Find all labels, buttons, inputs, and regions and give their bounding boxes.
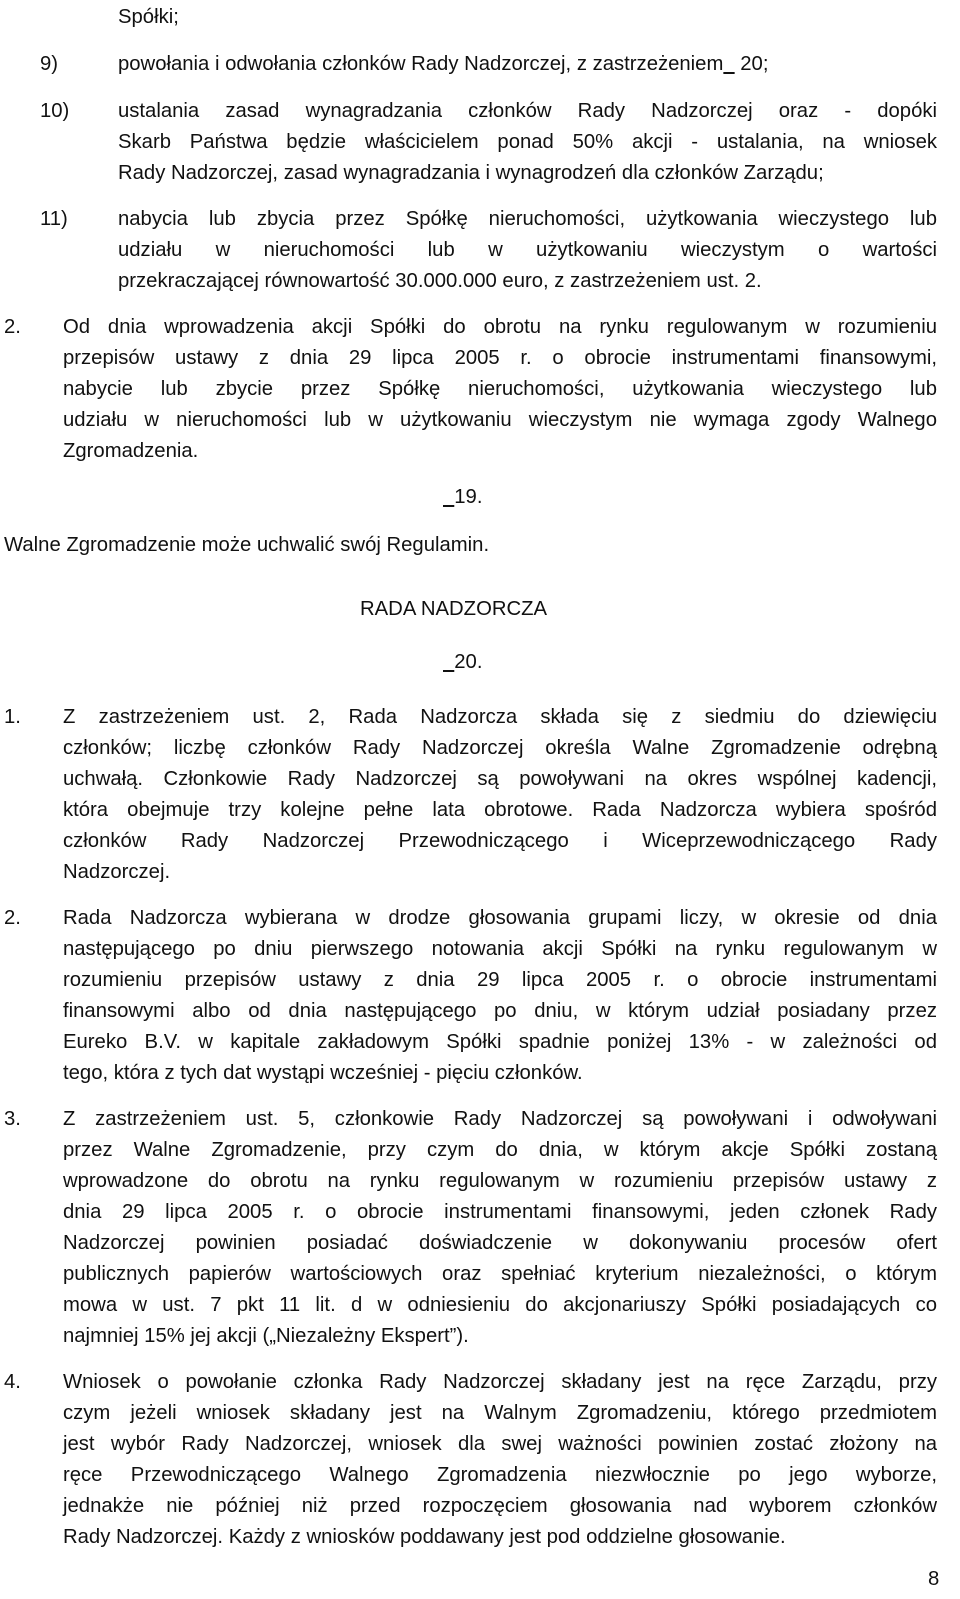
point-text-line: uchwałą. Członkowie Rady Nadzorczej są powoływani na okres wspólnej kadencji, xyxy=(63,768,937,790)
point-text-line: Z zastrzeżeniem ust. 5, członkowie Rady Nadzorczej są powoływani i odwoływani xyxy=(63,1108,937,1130)
point-text-line: Eureko B.V. w kapitale zakładowym Spółki spadnie poniżej 13% - w zależności od xyxy=(63,1031,937,1053)
item-text-line: powołania i odwołania członków Rady Nadzorczej, z zastrzeżeniem 20; xyxy=(118,53,769,75)
point-text-line: Z zastrzeżeniem ust. 2, Rada Nadzorcza składa się z siedmiu do dziewięciu xyxy=(63,706,937,728)
page-number: 8 xyxy=(928,1568,940,1590)
point-number: 4. xyxy=(4,1371,21,1393)
point-text-line: mowa w ust. 7 pkt 11 lit. d w odniesieniu do akcjonariuszy Spółki posiadających co xyxy=(63,1294,937,1316)
point-text-line: Rada Nadzorcza wybierana w drodze głosowania grupami liczy, w okresie od dnia xyxy=(63,907,937,929)
item-text-line: Skarb Państwa będzie właścicielem ponad 50% akcji - ustalania, na wniosek xyxy=(118,131,937,153)
point-number: 2. xyxy=(4,316,21,338)
item-text-line: udziału w nieruchomości lub w użytkowaniu wieczystym o wartości xyxy=(118,239,937,261)
item-text-line: Rady Nadzorczej, zasad wynagradzania i wynagrodzeń dla członków Zarządu; xyxy=(118,162,824,184)
point-text-line: rozumieniu przepisów ustawy z dnia 29 lipca 2005 r. o obrocie instrumentami xyxy=(63,969,937,991)
point-text-line: ręce Przewodniczącego Walnego Zgromadzenia niezwłocznie po jego wyborze, xyxy=(63,1464,937,1486)
point-text-line: Od dnia wprowadzenia akcji Spółki do obrotu na rynku regulowanym w rozumieniu xyxy=(63,316,937,338)
point-text-line: dnia 29 lipca 2005 r. o obrocie instrumentami finansowymi, jeden członek Rady xyxy=(63,1201,937,1223)
item-text-line: nabycia lub zbycia przez Spółkę nieruchomości, użytkowania wieczystego lub xyxy=(118,208,937,230)
point-text-line: Nadzorczej powinien posiadać doświadczenie w dokonywaniu procesów ofert xyxy=(63,1232,937,1254)
item-text-line: ustalania zasad wynagradzania członków Rady Nadzorczej oraz - dopóki xyxy=(118,100,937,122)
point-text-line: finansowymi albo od dnia następującego po dniu, w którym udział posiadany przez xyxy=(63,1000,937,1022)
point-text-line: przepisów ustawy z dnia 29 lipca 2005 r. o obrocie instrumentami finansowymi, xyxy=(63,347,937,369)
point-text-line: członków; liczbę członków Rady Nadzorczej określa Walne Zgromadzenie odrębną xyxy=(63,737,937,759)
point-text-line: Wniosek o powołanie członka Rady Nadzorczej składany jest na ręce Zarządu, przy xyxy=(63,1371,937,1393)
point-text-line: członków Rady Nadzorczej Przewodniczącego i Wiceprzewodniczącego Rady xyxy=(63,830,937,852)
point-text-line: następującego po dniu pierwszego notowania akcji Spółki na rynku regulowanym w xyxy=(63,938,937,960)
point-text-line: publicznych papierów wartościowych oraz spełniać kryterium niezależności, o którym xyxy=(63,1263,937,1285)
section-sign xyxy=(443,486,454,508)
chapter-heading: RADA NADZORCZA xyxy=(360,598,548,620)
section-sign xyxy=(723,53,734,75)
point-text-line: Rady Nadzorczej. Każdy z wniosków poddawany jest pod oddzielne głosowanie. xyxy=(63,1526,786,1548)
intro-text: Spółki; xyxy=(118,6,179,28)
point-text-line: wprowadzone do obrotu na rynku regulowanym w rozumieniu przepisów ustawy z xyxy=(63,1170,937,1192)
point-text-line: która obejmuje trzy kolejne pełne lata obrotowe. Rada Nadzorcza wybiera spośród xyxy=(63,799,937,821)
point-text-line: tego, która z tych dat wystąpi wcześniej - pięciu członków. xyxy=(63,1062,583,1084)
point-number: 2. xyxy=(4,907,21,929)
section-sign xyxy=(443,651,454,673)
point-number: 1. xyxy=(4,706,21,728)
point-text-line: przez Walne Zgromadzenie, przy czym do dnia, w którym akcje Spółki zostaną xyxy=(63,1139,937,1161)
point-text-line: najmniej 15% jej akcji („Niezależny Ekspert”). xyxy=(63,1325,469,1347)
item-number: 11) xyxy=(40,208,68,230)
point-text-line: Zgromadzenia. xyxy=(63,440,199,462)
item-number: 10) xyxy=(40,100,70,122)
item-number: 9) xyxy=(40,53,59,75)
item-text-line: przekraczającej równowartość 30.000.000 euro, z zastrzeżeniem ust. 2. xyxy=(118,270,762,292)
point-text-line: udziału w nieruchomości lub w użytkowaniu wieczystym nie wymaga zgody Walnego xyxy=(63,409,937,431)
section-20-heading: 20. xyxy=(443,647,482,678)
section-19-heading: 19. xyxy=(443,482,482,513)
point-text-line: czym jeżeli wniosek składany jest na Walnym Zgromadzeniu, którego przedmiotem xyxy=(63,1402,937,1424)
point-number: 3. xyxy=(4,1108,21,1130)
regulamin-text: Walne Zgromadzenie może uchwalić swój Regulamin. xyxy=(4,534,490,556)
point-text-line: Nadzorczej. xyxy=(63,861,171,883)
point-text-line: nabycie lub zbycie przez Spółkę nieruchomości, użytkowania wieczystego lub xyxy=(63,378,937,400)
point-text-line: jest wybór Rady Nadzorczej, wniosek dla swej ważności powinien zostać złożony na xyxy=(63,1433,937,1455)
point-text-line: jednakże nie później niż przed rozpoczęciem głosowania nad wyborem członków xyxy=(63,1495,937,1517)
